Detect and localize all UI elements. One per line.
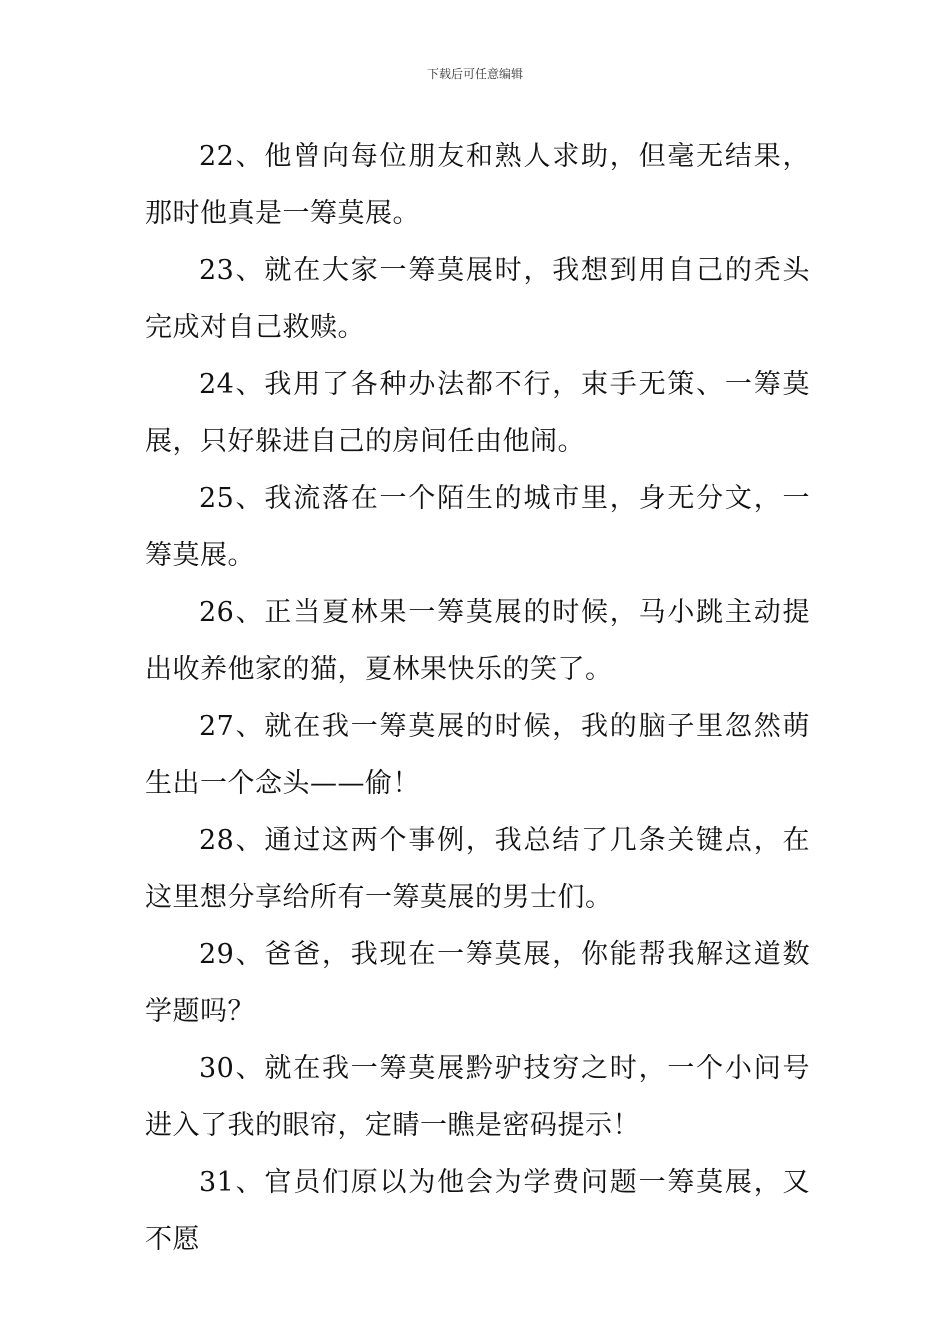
paragraph-26: 26、正当夏林果一筹莫展的时候，马小跳主动提出收养他家的猫，夏林果快乐的笑了。 [145, 597, 810, 685]
page-header-note: 下载后可任意编辑 [426, 67, 523, 81]
paragraph-27: 27、就在我一筹莫展的时候，我的脑子里忽然萌生出一个念头——偷！ [145, 711, 810, 799]
paragraph-24: 24、我用了各种办法都不行，束手无策、一筹莫展，只好躲进自己的房间任由他闹。 [145, 369, 810, 457]
document-body [145, 128, 810, 1268]
paragraph-28: 28、通过这两个事例，我总结了几条关键点，在这里想分享给所有一筹莫展的男士们。 [145, 825, 810, 913]
paragraph-31: 31、官员们原以为他会为学费问题一筹莫展，又不愿 [145, 1167, 810, 1255]
paragraph-22: 22、他曾向每位朋友和熟人求助，但毫无结果，那时他真是一筹莫展。 [145, 141, 810, 229]
paragraph-25: 25、我流落在一个陌生的城市里，身无分文，一筹莫展。 [145, 483, 810, 571]
paragraph-30: 30、就在我一筹莫展黔驴技穷之时，一个小问号进入了我的眼帘，定睛一瞧是密码提示！ [145, 1053, 810, 1141]
paragraph-23: 23、就在大家一筹莫展时，我想到用自己的秃头完成对自己救赎。 [145, 255, 810, 343]
paragraph-29: 29、爸爸，我现在一筹莫展，你能帮我解这道数学题吗？ [145, 939, 810, 1027]
